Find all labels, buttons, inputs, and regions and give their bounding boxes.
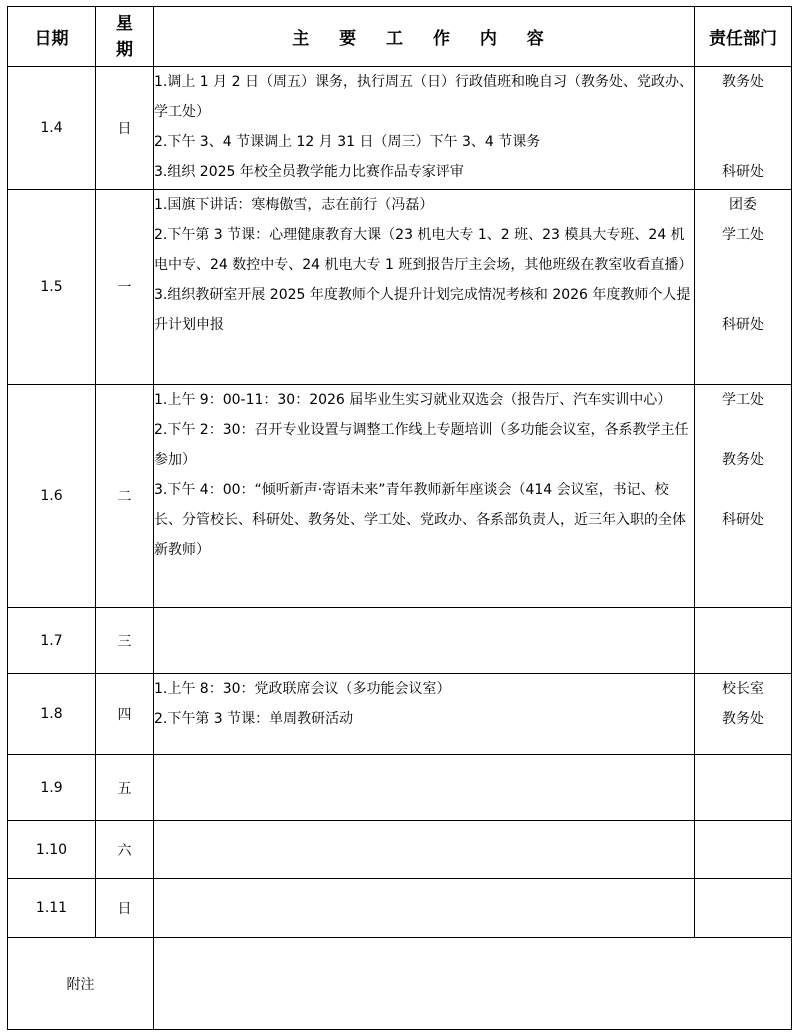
- date-cell: 1.7: [8, 608, 96, 674]
- work-item: 3.组织教研室开展 2025 年度教师个人提升计划完成情况考核和 2026 年度教师个人提升计划申报: [154, 287, 691, 333]
- content-cell: [154, 190, 695, 385]
- table-row: [8, 608, 792, 674]
- dept-line: [695, 415, 791, 445]
- content-cell: [154, 608, 695, 674]
- dept-line: 教务处: [722, 74, 764, 90]
- dept-cell: [695, 385, 792, 608]
- weekday-cell: 日: [96, 67, 154, 190]
- table-row: [8, 190, 792, 385]
- dept-line: 团委: [729, 197, 757, 213]
- dept-line: [695, 280, 791, 310]
- dept-cell: [695, 879, 792, 938]
- table-row: [8, 879, 792, 938]
- dept-line: 校长室: [722, 681, 764, 697]
- work-item: 2.下午第 3 节课：心理健康教育大课（23 机电大专 1、2 班、23 模具大专班、24 机电中专、24 数控中专、24 机电大专 1 班到报告厅主会场，其他班级在教室收看直播）: [154, 227, 693, 273]
- work-item: 3.下午 4：00：“倾听新声·寄语未来”青年教师新年座谈会（414 会议室，书记、校长、分管校长、科研处、教务处、学工处、党政办、各系部负责人，近三年入职的全体新教师）: [154, 482, 686, 558]
- header-row: [8, 7, 792, 67]
- work-item: 3.组织 2025 年校全员教学能力比赛作品专家评审: [154, 164, 464, 180]
- dept-line: [695, 475, 791, 505]
- dept-line: 科研处: [722, 164, 764, 180]
- dept-line: 科研处: [722, 317, 764, 333]
- weekday-cell: 二: [96, 385, 154, 608]
- note-row: [8, 938, 792, 1030]
- date-cell: 1.6: [8, 385, 96, 608]
- date-cell: 1.9: [8, 755, 96, 821]
- header-dept: 责任部门: [695, 7, 792, 67]
- date-cell: 1.4: [8, 67, 96, 190]
- work-item: 1.上午 8：30：党政联席会议（多功能会议室）: [154, 681, 451, 697]
- date-cell: 1.10: [8, 821, 96, 879]
- dept-cell: [695, 67, 792, 190]
- header-weekday-line2: 期: [116, 39, 133, 60]
- work-item: 2.下午 3、4 节课调上 12 月 31 日（周三）下午 3、4 节课务: [154, 134, 541, 150]
- table-row: [8, 67, 792, 190]
- weekday-cell: 六: [96, 821, 154, 879]
- work-item: 2.下午第 3 节课：单周教研活动: [154, 711, 354, 727]
- table-row: [8, 821, 792, 879]
- work-item: 1.上午 9：00-11：30：2026 届毕业生实习就业双选会（报告厅、汽车实训中心）: [154, 392, 672, 408]
- work-item: 1.调上 1 月 2 日（周五）课务，执行周五（日）行政值班和晚自习（教务处、党政办、学工处）: [154, 74, 693, 120]
- date-cell: 1.8: [8, 674, 96, 755]
- dept-line: [695, 250, 791, 280]
- dept-line: 科研处: [722, 512, 764, 528]
- dept-line: 学工处: [722, 227, 764, 243]
- content-cell: [154, 755, 695, 821]
- dept-line: 教务处: [722, 711, 764, 727]
- dept-cell: [695, 674, 792, 755]
- weekday-cell: 四: [96, 674, 154, 755]
- content-cell: [154, 879, 695, 938]
- dept-line: [695, 97, 791, 127]
- dept-cell: [695, 821, 792, 879]
- note-content: [154, 938, 792, 1030]
- dept-line: [695, 127, 791, 157]
- date-cell: 1.5: [8, 190, 96, 385]
- dept-cell: [695, 190, 792, 385]
- weekday-cell: 日: [96, 879, 154, 938]
- table-row: [8, 755, 792, 821]
- content-cell: [154, 385, 695, 608]
- work-item: 2.下午 2：30：召开专业设置与调整工作线上专题培训（多功能会议室，各系教学主任参加）: [154, 422, 689, 468]
- dept-line: 学工处: [722, 392, 764, 408]
- content-cell: [154, 674, 695, 755]
- weekday-cell: 五: [96, 755, 154, 821]
- header-weekday: [96, 7, 154, 67]
- header-date: 日期: [8, 7, 96, 67]
- date-cell: 1.11: [8, 879, 96, 938]
- header-weekday-line1: 星: [116, 13, 133, 34]
- table-row: [8, 674, 792, 755]
- dept-cell: [695, 755, 792, 821]
- weekly-schedule-table: [7, 6, 792, 1030]
- header-content: 主 要 工 作 内 容: [154, 7, 695, 67]
- work-item: 1.国旗下讲话：寒梅傲雪，志在前行（冯磊）: [154, 197, 434, 213]
- note-label: 附注: [8, 938, 154, 1030]
- content-cell: [154, 67, 695, 190]
- weekday-cell: 三: [96, 608, 154, 674]
- content-cell: [154, 821, 695, 879]
- table-row: [8, 385, 792, 608]
- weekday-cell: 一: [96, 190, 154, 385]
- dept-cell: [695, 608, 792, 674]
- dept-line: 教务处: [722, 452, 764, 468]
